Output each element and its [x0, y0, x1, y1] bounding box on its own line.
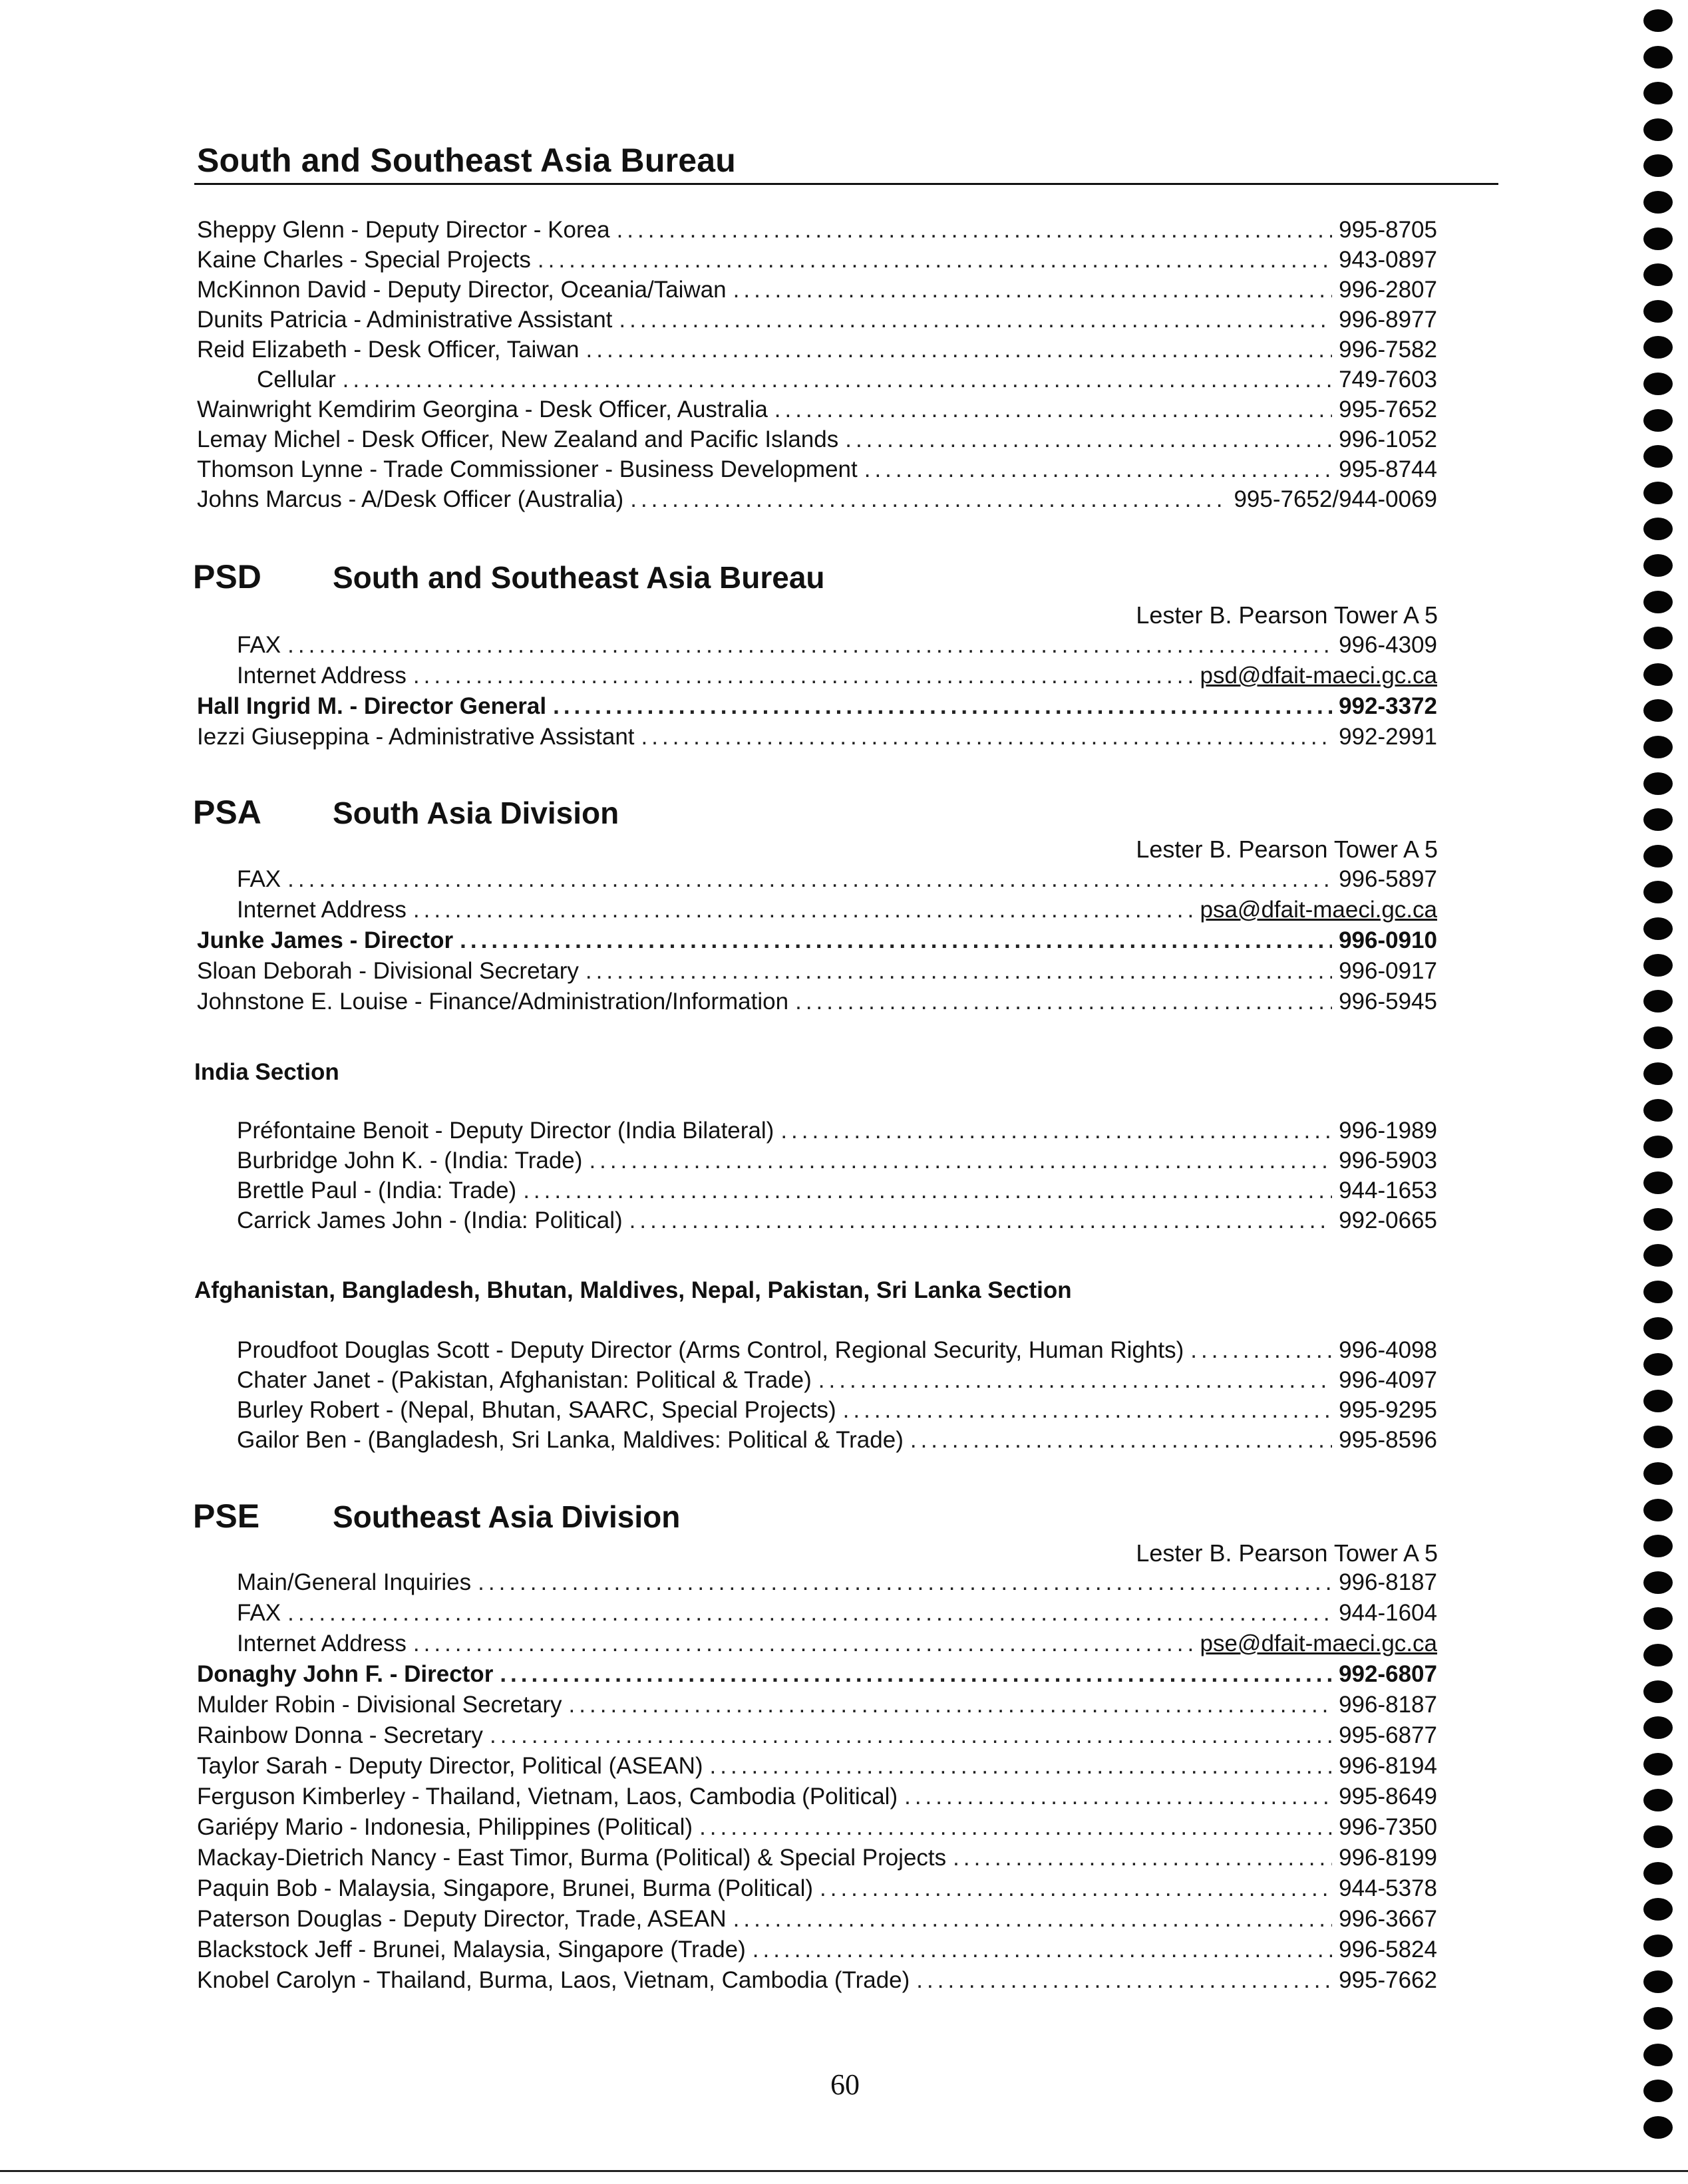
binding-hole [1643, 1535, 1673, 1557]
directory-entry: Mulder Robin - Divisional Secretary ..... 996-8187 [197, 1692, 1437, 1721]
directory-entry: FAX ..... 944-1604 [237, 1600, 1437, 1629]
binding-hole [1643, 990, 1673, 1013]
title-underline [194, 183, 1498, 185]
page-number: 60 [830, 2068, 860, 2101]
directory-entry: Sloan Deborah - Divisional Secretary ..... 996-0917 [197, 958, 1437, 987]
binding-hole [1643, 736, 1673, 758]
directory-entry: Paquin Bob - Malaysia, Singapore, Brunei, Burma (Political) ..... 944-5378 [197, 1875, 1437, 1905]
binding-hole [1643, 1898, 1673, 1921]
binding-hole [1643, 917, 1673, 940]
directory-entry: Hall Ingrid M. - Director General ..... 992-3372 [197, 693, 1437, 722]
section-heading-psa: PSA South Asia Division [193, 794, 619, 831]
binding-hole [1643, 1171, 1673, 1194]
directory-entry: Wainwright Kemdirim Georgina - Desk Officer, Australia ..... 995-7652 [197, 396, 1437, 426]
directory-entry: Mackay-Dietrich Nancy - East Timor, Burma (Political) & Special Projects ..... 996-8199 [197, 1845, 1437, 1874]
directory-entry: Kaine Charles - Special Projects ..... 943-0897 [197, 247, 1437, 276]
binding-hole [1643, 336, 1673, 359]
binding-hole [1643, 1462, 1673, 1485]
binding-hole [1643, 1825, 1673, 1848]
directory-entry: Internet Address ..... psa@dfait-maeci.gc.ca [237, 897, 1437, 926]
binding-hole [1643, 554, 1673, 577]
email-link[interactable]: psd@dfait-maeci.gc.ca [1200, 663, 1437, 689]
binding-hole [1643, 118, 1673, 141]
binding-hole [1643, 1680, 1673, 1703]
directory-entry: Reid Elizabeth - Desk Officer, Taiwan ..... 996-7582 [197, 337, 1437, 366]
binding-holes [1643, 9, 1681, 2171]
binding-hole [1643, 881, 1673, 903]
directory-entry: Cellular ..... 749-7603 [257, 367, 1437, 396]
email-link[interactable]: pse@dfait-maeci.gc.ca [1200, 1631, 1437, 1656]
directory-entry: Knobel Carolyn - Thailand, Burma, Laos, Vietnam, Cambodia (Trade) ..... 995-7662 [197, 1967, 1437, 1996]
section-location: Lester B. Pearson Tower A 5 [1136, 601, 1438, 629]
binding-hole [1643, 9, 1673, 32]
binding-hole [1643, 2080, 1673, 2102]
binding-hole [1643, 1571, 1673, 1594]
directory-entry: Main/General Inquiries ..... 996-8187 [237, 1569, 1437, 1599]
directory-entry: Burbridge John K. - (India: Trade) ..... 996-5903 [237, 1148, 1437, 1177]
binding-hole [1643, 1136, 1673, 1158]
directory-entry: Internet Address ..... pse@dfait-maeci.gc.ca [237, 1631, 1437, 1660]
directory-entry: Carrick James John - (India: Political) ..... 992-0665 [237, 1207, 1437, 1237]
directory-entry: Lemay Michel - Desk Officer, New Zealand and Pacific Islands ..... 996-1052 [197, 426, 1437, 456]
binding-hole [1643, 1099, 1673, 1122]
binding-hole [1643, 1026, 1673, 1049]
page-title: South and Southeast Asia Bureau [197, 142, 737, 179]
directory-entry: Taylor Sarah - Deputy Director, Political (ASEAN) ..... 996-8194 [197, 1753, 1437, 1782]
binding-hole [1643, 1353, 1673, 1376]
binding-hole [1643, 591, 1673, 613]
binding-hole [1643, 2116, 1673, 2139]
binding-hole [1643, 1607, 1673, 1630]
binding-hole [1643, 1644, 1673, 1666]
binding-hole [1643, 445, 1673, 468]
email-link[interactable]: psa@dfait-maeci.gc.ca [1200, 897, 1437, 923]
binding-hole [1643, 1862, 1673, 1885]
directory-entry: McKinnon David - Deputy Director, Oceania/Taiwan ..... 996-2807 [197, 277, 1437, 306]
directory-entry: Donaghy John F. - Director ..... 992-6807 [197, 1661, 1437, 1690]
binding-hole [1643, 1970, 1673, 1993]
binding-hole [1643, 228, 1673, 250]
directory-entry: Gariépy Mario - Indonesia, Philippines (Political) ..... 996-7350 [197, 1814, 1437, 1843]
directory-entry: Johns Marcus - A/Desk Officer (Australia) ..... 995-7652/944-0069 [197, 486, 1437, 516]
directory-entry: Paterson Douglas - Deputy Director, Trade, ASEAN ..... 996-3667 [197, 1906, 1437, 1935]
directory-entry: Chater Janet - (Pakistan, Afghanistan: Political & Trade) ..... 996-4097 [237, 1367, 1437, 1396]
directory-entry: Junke James - Director ..... 996-0910 [197, 927, 1437, 957]
binding-hole [1643, 663, 1673, 686]
binding-hole [1643, 1499, 1673, 1521]
subsection-heading: Afghanistan, Bangladesh, Bhutan, Maldives, Nepal, Pakistan, Sri Lanka Section [194, 1277, 1072, 1303]
binding-hole [1643, 482, 1673, 504]
subsection-heading: India Section [194, 1059, 339, 1085]
directory-entry: Johnstone E. Louise - Finance/Administration/Information ..... 996-5945 [197, 989, 1437, 1018]
binding-hole [1643, 627, 1673, 649]
binding-hole [1643, 191, 1673, 214]
binding-hole [1643, 1208, 1673, 1231]
binding-hole [1643, 808, 1673, 831]
binding-hole [1643, 373, 1673, 395]
directory-entry: Internet Address ..... psd@dfait-maeci.gc.ca [237, 663, 1437, 692]
binding-hole [1643, 699, 1673, 722]
section-heading-psd: PSD South and Southeast Asia Bureau [193, 558, 825, 595]
binding-hole [1643, 772, 1673, 795]
directory-entry: Ferguson Kimberley - Thailand, Vietnam, Laos, Cambodia (Political) ..... 995-8649 [197, 1784, 1437, 1813]
binding-hole [1643, 1281, 1673, 1303]
binding-hole [1643, 300, 1673, 323]
directory-entry: Proudfoot Douglas Scott - Deputy Director (Arms Control, Regional Security, Human Rights) ..... 996-4098 [237, 1337, 1437, 1366]
binding-hole [1643, 518, 1673, 540]
directory-entry: FAX ..... 996-5897 [237, 866, 1437, 895]
binding-hole [1643, 1390, 1673, 1412]
binding-hole [1643, 1317, 1673, 1340]
directory-entry: Blackstock Jeff - Brunei, Malaysia, Singapore (Trade) ..... 996-5824 [197, 1937, 1437, 1966]
directory-entry: Burley Robert - (Nepal, Bhutan, SAARC, Special Projects) ..... 995-9295 [237, 1397, 1437, 1426]
binding-hole [1643, 46, 1673, 69]
binding-hole [1643, 954, 1673, 977]
binding-hole [1643, 1062, 1673, 1085]
binding-hole [1643, 2007, 1673, 2030]
directory-entry: Gailor Ben - (Bangladesh, Sri Lanka, Maldives: Political & Trade) ..... 995-8596 [237, 1427, 1437, 1456]
directory-entry: Iezzi Giuseppina - Administrative Assistant ..... 992-2991 [197, 724, 1437, 753]
directory-entry: Rainbow Donna - Secretary ..... 995-6877 [197, 1722, 1437, 1752]
directory-entry: Thomson Lynne - Trade Commissioner - Business Development ..... 995-8744 [197, 456, 1437, 486]
binding-hole [1643, 1753, 1673, 1776]
bottom-edge-line [0, 2170, 1688, 2172]
directory-entry: Brettle Paul - (India: Trade) ..... 944-1653 [237, 1177, 1437, 1207]
directory-entry: Sheppy Glenn - Deputy Director - Korea ..... 995-8705 [197, 217, 1437, 246]
directory-entry: Préfontaine Benoit - Deputy Director (India Bilateral) ..... 996-1989 [237, 1118, 1437, 1147]
binding-hole [1643, 82, 1673, 104]
directory-entry: Dunits Patricia - Administrative Assistant ..... 996-8977 [197, 307, 1437, 336]
binding-hole [1643, 1244, 1673, 1267]
binding-hole [1643, 1716, 1673, 1739]
binding-hole [1643, 1789, 1673, 1811]
section-location: Lester B. Pearson Tower A 5 [1136, 1539, 1438, 1567]
section-location: Lester B. Pearson Tower A 5 [1136, 836, 1438, 863]
binding-hole [1643, 845, 1673, 867]
binding-hole [1643, 1935, 1673, 1957]
binding-hole [1643, 2044, 1673, 2066]
binding-hole [1643, 263, 1673, 286]
binding-hole [1643, 1426, 1673, 1448]
section-heading-pse: PSE Southeast Asia Division [193, 1497, 681, 1535]
binding-hole [1643, 154, 1673, 177]
directory-entry: FAX ..... 996-4309 [237, 632, 1437, 661]
binding-hole [1643, 409, 1673, 432]
